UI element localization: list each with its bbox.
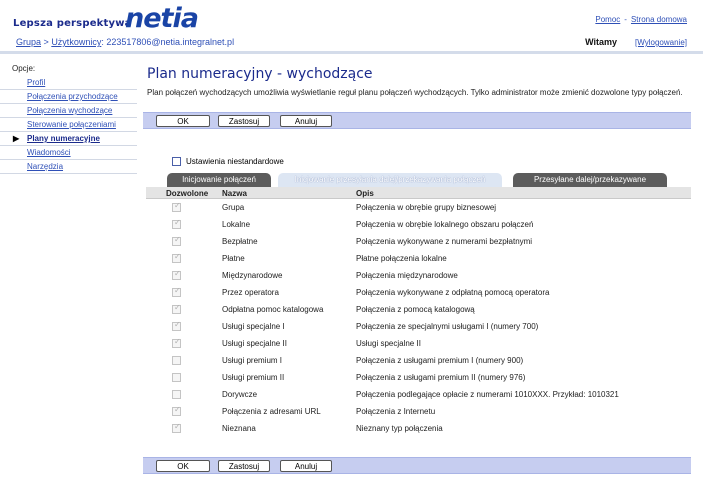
row-name: Usługi premium II bbox=[222, 373, 285, 382]
button-bar-bottom bbox=[143, 457, 691, 474]
main-content bbox=[143, 60, 691, 471]
sidebar-item-label[interactable]: Plany numeracyjne bbox=[27, 134, 100, 143]
row-name: Odpłatna pomoc katalogowa bbox=[222, 305, 324, 314]
table-row bbox=[146, 369, 691, 386]
sidebar-item-label[interactable]: Profil bbox=[27, 78, 46, 87]
row-description: Połączenia z pomocą katalogową bbox=[356, 305, 475, 314]
sidebar-item-tools[interactable] bbox=[0, 160, 137, 174]
row-name: Międzynarodowe bbox=[222, 271, 283, 280]
table-row bbox=[146, 352, 691, 369]
table-row bbox=[146, 386, 691, 403]
row-description: Usługi specjalne II bbox=[356, 339, 421, 348]
allowed-checkbox[interactable] bbox=[172, 220, 181, 229]
sidebar-item-label[interactable]: Sterowanie połączeniami bbox=[27, 120, 116, 129]
row-description: Połączenia podlegające opłacie z numerami 1010XXX. Przykład: 1010321 bbox=[356, 390, 619, 399]
allowed-checkbox[interactable] bbox=[172, 339, 181, 348]
allowed-checkbox[interactable] bbox=[172, 356, 181, 365]
row-description: Połączenia wykonywane z odpłatną pomocą operatora bbox=[356, 288, 550, 297]
sidebar-item-label[interactable]: Połączenia przychodzące bbox=[27, 92, 118, 101]
sidebar-title: Opcje: bbox=[12, 64, 36, 73]
sidebar-item-incoming[interactable] bbox=[0, 90, 137, 104]
allowed-checkbox[interactable] bbox=[172, 203, 181, 212]
table-row bbox=[146, 318, 691, 335]
allowed-checkbox[interactable] bbox=[172, 424, 181, 433]
tab-bar bbox=[167, 173, 687, 187]
breadcrumb-separator: > bbox=[43, 37, 49, 47]
netia-logo[interactable]: netia bbox=[125, 3, 198, 34]
header-desc: Opis bbox=[356, 189, 374, 198]
breadcrumb bbox=[16, 37, 234, 47]
welcome-text: Witamy bbox=[585, 37, 617, 47]
row-name: Dorywcze bbox=[222, 390, 258, 399]
allowed-checkbox[interactable] bbox=[172, 271, 181, 280]
header-divider bbox=[0, 51, 703, 54]
table-row bbox=[146, 284, 691, 301]
row-name: Połączenia z adresami URL bbox=[222, 407, 321, 416]
home-link[interactable]: Strona domowa bbox=[630, 15, 687, 24]
breadcrumb-group[interactable]: Grupa bbox=[16, 37, 42, 47]
row-description: Połączenia z Internetu bbox=[356, 407, 436, 416]
sidebar-item-outgoing[interactable] bbox=[0, 104, 137, 118]
header bbox=[0, 0, 703, 56]
row-name: Bezpłatne bbox=[222, 237, 258, 246]
button-bar-top bbox=[143, 112, 691, 129]
allowed-checkbox[interactable] bbox=[172, 373, 181, 382]
table-row bbox=[146, 301, 691, 318]
row-name: Grupa bbox=[222, 203, 245, 212]
breadcrumb-user: : 223517806@netia.integralnet.pl bbox=[101, 37, 235, 47]
tab-forwarding-initiation[interactable]: Inicjowanie przesyłania dalej/przekazywania połączeń bbox=[278, 173, 502, 187]
nonstandard-settings[interactable] bbox=[172, 157, 284, 166]
allowed-checkbox[interactable] bbox=[172, 390, 181, 399]
allowed-checkbox[interactable] bbox=[172, 237, 181, 246]
apply-button-bottom[interactable]: Zastosuj bbox=[218, 460, 270, 472]
row-description: Połączenia w obrębie grupy biznesowej bbox=[356, 203, 497, 212]
allowed-checkbox[interactable] bbox=[172, 305, 181, 314]
dial-plan-table bbox=[146, 187, 691, 437]
table-header bbox=[146, 187, 691, 199]
ok-button[interactable]: OK bbox=[156, 115, 210, 127]
breadcrumb-users[interactable]: Użytkownicy bbox=[51, 37, 102, 47]
sidebar-item-dial-plans[interactable] bbox=[0, 132, 137, 146]
sidebar-item-profil[interactable] bbox=[0, 76, 137, 90]
header-allowed: Dozwolone bbox=[166, 189, 209, 198]
row-description: Płatne połączenia lokalne bbox=[356, 254, 447, 263]
row-description: Połączenia w obrębie lokalnego obszaru połączeń bbox=[356, 220, 534, 229]
page-description: Plan połączeń wychodzących umożliwia wyświetlanie reguł planu połączeń wychodzących. Tylko administrator może zmienić dozwolone typy połączeń. bbox=[147, 88, 683, 97]
row-name: Usługi premium I bbox=[222, 356, 283, 365]
row-name: Nieznana bbox=[222, 424, 256, 433]
table-row bbox=[146, 233, 691, 250]
row-description: Połączenia z usługami premium I (numery 900) bbox=[356, 356, 524, 365]
row-name: Lokalne bbox=[222, 220, 251, 229]
table-row bbox=[146, 216, 691, 233]
row-description: Połączenia międzynarodowe bbox=[356, 271, 458, 280]
row-name: Płatne bbox=[222, 254, 245, 263]
cancel-button[interactable]: Anuluj bbox=[280, 115, 332, 127]
table-row bbox=[146, 403, 691, 420]
nonstandard-checkbox[interactable] bbox=[172, 157, 181, 166]
row-description: Połączenia z usługami premium II (numery 976) bbox=[356, 373, 526, 382]
tab-forwarded[interactable]: Przesyłane dalej/przekazywane bbox=[513, 173, 667, 187]
row-name: Przez operatora bbox=[222, 288, 279, 297]
sidebar-item-label[interactable]: Wiadomości bbox=[27, 148, 71, 157]
brand-tagline: Lepsza perspektywa bbox=[13, 18, 132, 29]
row-name: Usługi specjalne I bbox=[222, 322, 285, 331]
page-title: Plan numeracyjny - wychodzące bbox=[147, 66, 373, 82]
allowed-checkbox[interactable] bbox=[172, 407, 181, 416]
sidebar-item-call-control[interactable] bbox=[0, 118, 137, 132]
active-bullet-icon: ▶ bbox=[13, 134, 20, 143]
allowed-checkbox[interactable] bbox=[172, 288, 181, 297]
sidebar-item-label[interactable]: Narzędzia bbox=[27, 162, 64, 171]
allowed-checkbox[interactable] bbox=[172, 322, 181, 331]
nonstandard-label: Ustawienia niestandardowe bbox=[186, 157, 284, 166]
sidebar-item-label[interactable]: Połączenia wychodzące bbox=[27, 106, 113, 115]
row-description: Nieznany typ połączenia bbox=[356, 424, 443, 433]
row-description: Połączenia wykonywane z numerami bezpłatnymi bbox=[356, 237, 533, 246]
row-name: Usługi specjalne II bbox=[222, 339, 287, 348]
apply-button[interactable]: Zastosuj bbox=[218, 115, 270, 127]
table-row bbox=[146, 420, 691, 437]
header-name: Nazwa bbox=[222, 189, 247, 198]
help-link[interactable]: Pomoc bbox=[595, 15, 621, 24]
cancel-button-bottom[interactable]: Anuluj bbox=[280, 460, 332, 472]
table-row bbox=[146, 199, 691, 216]
table-row bbox=[146, 335, 691, 352]
allowed-checkbox[interactable] bbox=[172, 254, 181, 263]
table-row bbox=[146, 250, 691, 267]
sidebar-item-messages[interactable] bbox=[0, 146, 137, 160]
row-description: Połączenia ze specjalnymi usługami I (numery 700) bbox=[356, 322, 539, 331]
table-row bbox=[146, 267, 691, 284]
logout-link[interactable]: [Wylogowanie] bbox=[635, 38, 687, 47]
sidebar bbox=[0, 60, 137, 178]
ok-button-bottom[interactable]: OK bbox=[156, 460, 210, 472]
top-links-separator: - bbox=[624, 15, 627, 24]
top-links bbox=[595, 15, 687, 24]
tab-call-initiation[interactable]: Inicjowanie połączeń bbox=[167, 173, 271, 187]
table-body bbox=[146, 199, 691, 437]
